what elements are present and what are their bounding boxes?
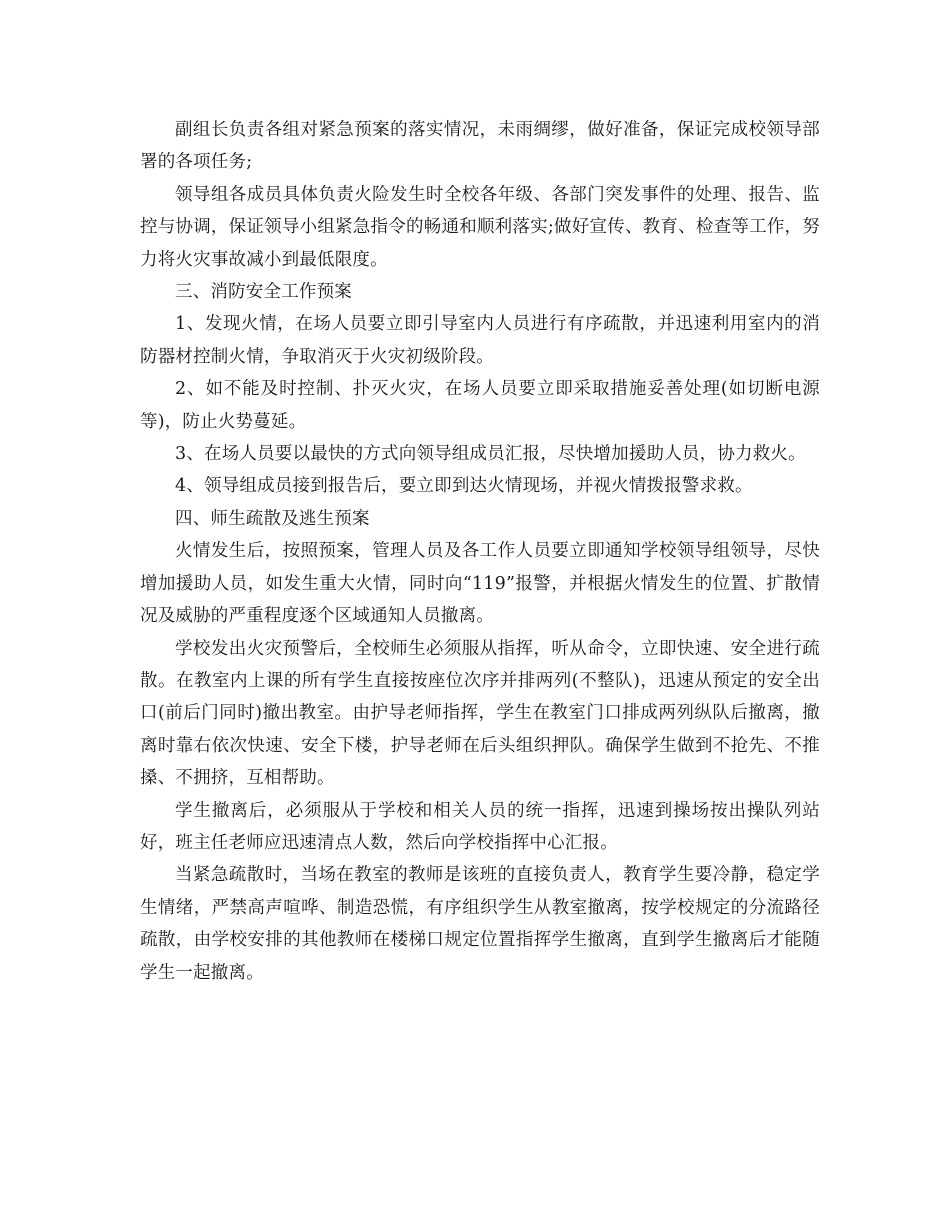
paragraph-teacher-responsibility: 当紧急疏散时，当场在教室的教师是该班的直接负责人，教育学生要冷静，稳定学生情绪，严禁高声喧哗、制造恐慌，有序组织学生从教室撤离，按学校规定的分流路径疏散，由学校安排的其他教师在楼梯口规定位置指挥学生撤离，直到学生撤离后才能随学生一起撤离。 [140,865,820,983]
section-heading-evacuation: 四、师生疏散及逃生预案 [175,508,370,529]
paragraph-evacuation-procedure: 学校发出火灾预警后，全校师生必须服从指挥，听从命令，立即快速、安全进行疏散。在教室内上课的所有学生直接按座位次序并排两列(不整队)，迅速从预定的安全出口(前后门同时)撤出教室。由护导老师指挥，学生在教室门口排成两列纵队后撤离，撤离时靠右依次快速、安全下楼，护导老师在后头组织押队。确保学生做到不抢先、不推搡、不拥挤，互相帮助。 [140,638,820,789]
paragraph-fire-step-1: 1、发现火情，在场人员要立即引导室内人员进行有序疏散，并迅速利用室内的消防器材控制火情，争取消灭于火灾初级阶段。 [140,314,820,367]
paragraph-fire-step-3: 3、在场人员要以最快的方式向领导组成员汇报，尽快增加援助人员，协力救火。 [175,444,806,465]
paragraph-fire-step-2: 2、如不能及时控制、扑灭火灾，在场人员要立即采取措施妥善处理(如切断电源等)，防止火势蔓延。 [140,379,820,432]
document-body [140,114,820,989]
paragraph-assembly: 学生撤离后，必须服从于学校和相关人员的统一指挥，迅速到操场按出操队列站好，班主任老师应迅速清点人数，然后向学校指挥中心汇报。 [140,800,820,853]
paragraph-fire-step-4: 4、领导组成员接到报告后，要立即到达火情现场，并视火情拨报警求救。 [175,476,753,497]
section-heading-fire-plan: 三、消防安全工作预案 [175,282,352,303]
paragraph-leader-duties: 副组长负责各组对紧急预案的落实情况，未雨绸缪，做好准备，保证完成校领导部署的各项任务; [140,120,820,173]
paragraph-evacuation-notice: 火情发生后，按照预案，管理人员及各工作人员要立即通知学校领导组领导，尽快增加援助人员，如发生重大火情，同时向“119”报警，并根据火情发生的位置、扩散情况及威胁的严重程度逐个区域通知人员撤离。 [140,541,820,627]
paragraph-member-duties: 领导组各成员具体负责火险发生时全校各年级、各部门突发事件的处理、报告、监控与协调，保证领导小组紧急指令的畅通和顺利落实;做好宣传、教育、检查等工作，努力将火灾事故减小到最低限度。 [140,184,820,270]
